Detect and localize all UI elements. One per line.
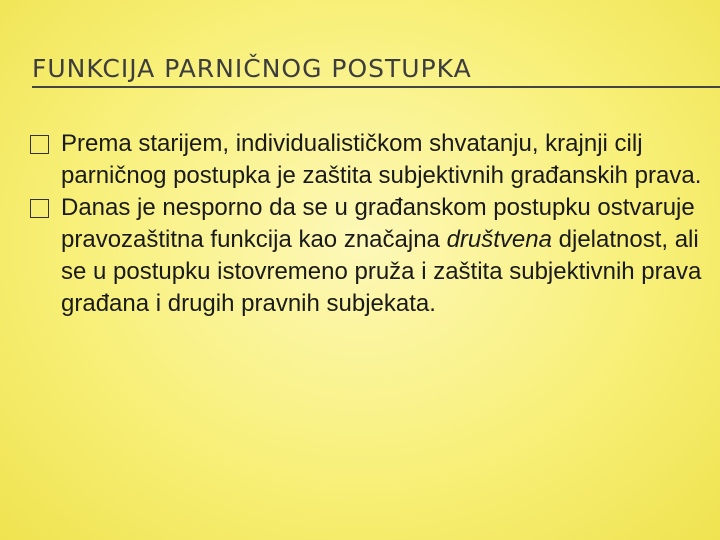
title-underline: [32, 86, 720, 88]
bullet-text-1: Prema starijem, individualističkom shvatanju, krajnji cilj parničnog postupka je zaštita subjektivnih građanskih prava.: [61, 130, 702, 189]
bullet-text-2-after: djelatnost, ali se u postupku istovremeno pruža i zaštita subjektivnih prava građana i drugih pravnih subjekata.: [61, 226, 702, 317]
slide-title: FUNKCIJA PARNIČNOG POSTUPKA: [32, 54, 472, 83]
bullet-item-2: [30, 192, 710, 320]
bullet-text-2-before: Danas je nesporno da se u građanskom postupku ostvaruje pravozaštitna funkcija kao značajna: [61, 194, 695, 253]
bullet-item-1: [30, 128, 710, 192]
hollow-square-bullet-icon: [30, 135, 49, 154]
hollow-square-bullet-icon: [30, 199, 49, 218]
bullet-text-2-emphasis: društvena: [446, 226, 552, 253]
slide-content: [30, 128, 710, 320]
